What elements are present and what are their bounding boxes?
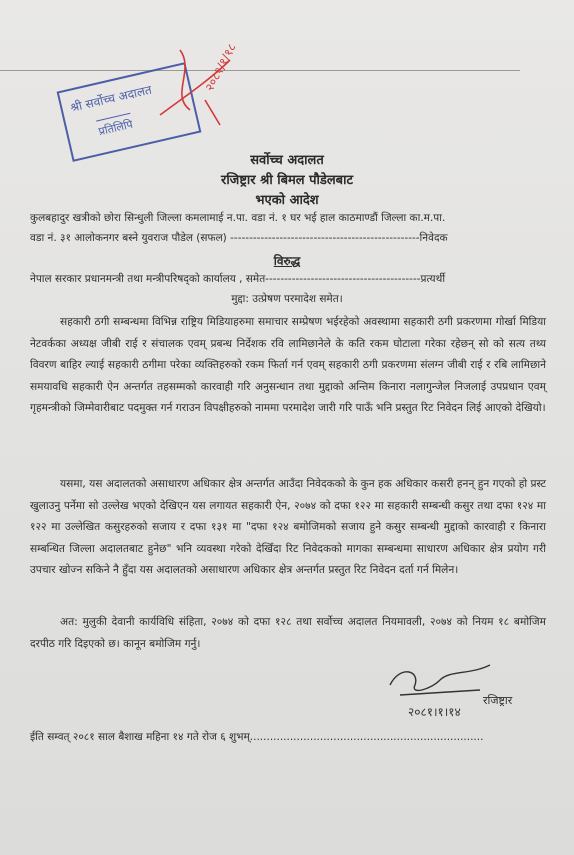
order-line: भएको आदेश [255, 193, 319, 208]
paragraph-1-text: सहकारी ठगी सम्बन्धमा विभिन्न राष्ट्रिय मिडियाहरुमा समाचार सम्प्रेषण भईरहेको अवस्थामा सहकारी ठगी प्रकरणमा गोर्खा मिडिया नेटवर्कका अध्यक्ष जीबी राई र संचालक एवम् प्रबन्ध निर्देशक रवि लामिछानेले के कति रकम घोटाला गरेका रहेछन् सो को सत्य तथ्य विवरण बाहिर ल्याई सहकारी ठगीमा परेका व्यक्तिहरुको रकम फिर्ता गर्न एवम् सहकारी ठगी प्रकरणमा संलग्न जीबी राई र रबि लामिछाने समयावधि सहकारी ऐन अन्तर्गत तहसम्मको कारवाही गरि अनुसन्धान तथा मुद्दाको अन्तिम किनारा नलागुन्जेल निजलाई उपप्रधान एवम् गृहमन्त्रीको जिम्मेवारीबाट पदमुक्त गर्न गराउन विपक्षीहरुको नाममा परमादेश जारी गरि पाऊँ भनि प्रस्तुत रिट निवेदन लिई आएको देखियो। [30, 316, 546, 414]
versus-label: विरुद्ध [273, 254, 301, 268]
stamp-line2: प्रतिलिपि [96, 113, 134, 139]
court-title: सर्वोच्च अदालत [250, 153, 324, 168]
registrar-line: रजिष्ट्रार श्री बिमल पौडेलबाट [221, 173, 353, 188]
date-line: ईति सम्वत् २०८१ साल बैशाख महिना १४ गते रोज ६ शुभम्...................................................................... [30, 731, 484, 743]
paragraph-2-text: यसमा, यस अदालतको असाधारण अधिकार क्षेत्र अन्तर्गत आउँदा निवेदकको के कुन हक अधिकार कसरी हनन् हुन गएको हो प्रस्ट खुलाउनु पर्नेमा सो उल्लेख भएको देखिएन यस लगायत सहकारी ऐन, २०७४ को दफा १२२ मा सहकारी सम्बन्धी कसुर तथा दफा १२४ मा १२२ मा उल्लेखित कसुरहरुको सजाय र दफा १३१ मा "दफा १२४ बमोजिमको सजाय हुने कसुर सम्बन्धी मुद्दाको कारवाही र किनारा सम्बन्धित जिल्ला अदालतबाट हुनेछ" भनि व्यवस्था गरेको देखिँदा रिट निवेदकको मागका सम्बन्धमा साधारण अधिकार क्षेत्र प्रयोग गरी उपचार खोज्न सकिने नै हुँदा यस अदालतको असाधारण अधिकार क्षेत्र अन्तर्गत प्रस्तुत रिट निवेदन दर्ता गर्न मिलेन। [30, 478, 546, 576]
registrar-label: रजिष्ट्रार [483, 694, 513, 707]
subject-line: मुद्दा: उत्प्रेषण परमादेश समेत। [231, 293, 343, 305]
paragraph-2 [30, 474, 546, 582]
petitioner-line-1: कुलबहादुर खत्रीको छोरा सिन्धुली जिल्ला कमलामाई न.पा. वडा नं. १ घर भई हाल काठमाण्डौं जिल्ला का.म.पा. [30, 212, 446, 224]
paragraph-1 [30, 312, 546, 420]
paragraph-3-text: अत: मुलुकी देवानी कार्यविधि संहिता, २०७४ को दफा १२८ तथा सर्वोच्च अदालत नियमावली, २०७४ को नियम १८ बमोजिम दरपीठ गरि दिइएको छ। कानून बमोजिम गर्नु। [30, 616, 546, 650]
stamp-line1: श्री सर्वोच्च अदालत [69, 82, 153, 115]
red-handwritten-mark [150, 40, 260, 135]
registrar-signature [380, 650, 500, 725]
petitioner-line-2: वडा नं. ३१ आलोकनगर बस्ने युवराज पौडेल (सफल) --------------------------------------------------निवेदक [30, 232, 448, 244]
paragraph-3 [30, 612, 546, 655]
top-rule [0, 70, 520, 71]
respondent-line: नेपाल सरकार प्रधानमन्त्री तथा मन्त्रीपरिषद्को कार्यालय , समेत-----------------------------------------प्रत्यर्थी [30, 273, 446, 285]
stamp-handwritten-date: २०८१/१/१८ [202, 41, 239, 94]
signature-date: २०८१।१।१४ [408, 705, 461, 719]
